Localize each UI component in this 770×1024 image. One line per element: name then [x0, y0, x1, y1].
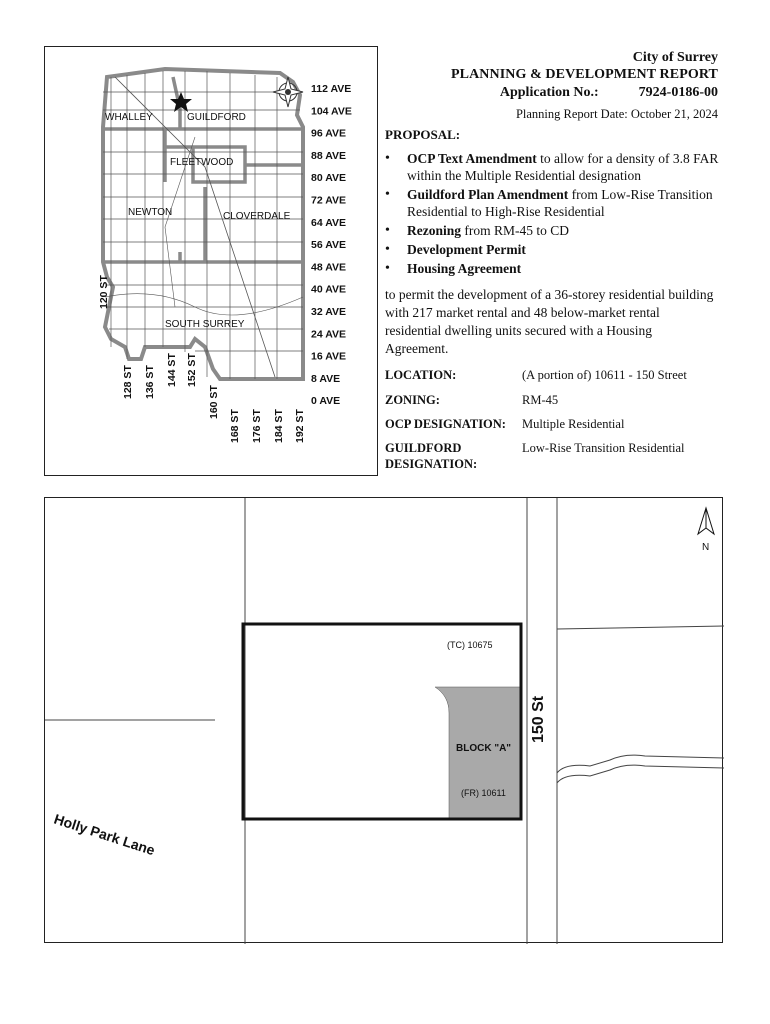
avenue-label: 56 AVE [311, 239, 347, 252]
location-value: (A portion of) 10611 - 150 Street [522, 368, 687, 382]
proposal-item: • Housing Agreement [385, 260, 725, 277]
report-title: PLANNING & DEVELOPMENT REPORT [451, 67, 718, 82]
site-map-frame [44, 497, 723, 943]
proposal-item: • Rezoning from RM-45 to CD [385, 222, 725, 239]
street-label: 128 ST [122, 365, 134, 399]
zoning-label: ZONING: [385, 393, 440, 407]
proposal-item: • Guildford Plan Amendment from Low-Rise Transition Residential to High-Rise Residential [385, 186, 725, 220]
proposal-list [385, 150, 725, 279]
lane-label [52, 811, 157, 859]
block-label: BLOCK "A" [456, 743, 512, 754]
ocp-label: OCP DESIGNATION: [385, 417, 506, 431]
area-label-cloverdale: CLOVERDALE [223, 211, 291, 222]
key-map [45, 47, 379, 477]
avenue-label: 104 AVE [311, 105, 352, 118]
application-number: 7924-0186-00 [638, 85, 718, 100]
guildford-value: Low-Rise Transition Residential [522, 441, 685, 455]
avenue-labels [311, 83, 352, 407]
avenue-label: 8 AVE [311, 372, 341, 385]
area-label-newton: NEWTON [128, 207, 173, 218]
report-date: Planning Report Date: October 21, 2024 [515, 107, 718, 121]
avenue-label: 0 AVE [311, 395, 341, 408]
proposal-item: • Development Permit [385, 241, 725, 258]
street-label: 192 ST [294, 409, 306, 443]
avenue-label: 16 AVE [311, 350, 347, 363]
area-label-guildford: GUILDFORD [187, 112, 246, 123]
application-line [451, 83, 718, 103]
avenue-label: 96 AVE [311, 127, 347, 140]
street-label: 144 ST [166, 353, 178, 387]
avenue-label: 24 AVE [311, 328, 347, 341]
avenue-label: 64 AVE [311, 216, 347, 229]
area-label-south-surrey: SOUTH SURREY [165, 319, 245, 330]
area-label-whalley: WHALLEY [105, 112, 153, 123]
avenue-label: 88 AVE [311, 149, 347, 162]
street-label: 184 ST [273, 409, 285, 443]
avenue-label: 72 AVE [311, 194, 347, 207]
street-label: 136 ST [144, 365, 156, 399]
city-name: City of Surrey [632, 50, 718, 65]
ocp-value: Multiple Residential [522, 417, 625, 431]
avenue-label: 112 AVE [311, 83, 352, 95]
key-map-frame [44, 46, 378, 476]
avenue-label: 80 AVE [311, 172, 347, 185]
guildford-label: GUILDFORD DESIGNATION: [385, 441, 478, 471]
site-map [45, 498, 724, 944]
application-label: Application No.: [499, 85, 599, 100]
lot-label-top: (TC) 10675 [447, 640, 493, 650]
lane-label-text: Holly Park Lane [52, 810, 157, 859]
street-label-120: 120 ST [98, 275, 110, 309]
proposal-description: to permit the development of a 36-storey residential building with 217 market rental and 48 below-market rental residential dwelling units secured with a Housing Agreement. [385, 287, 714, 356]
avenue-label: 40 AVE [311, 283, 347, 296]
street-label: 160 ST [208, 385, 220, 419]
street-label: 176 ST [251, 409, 263, 443]
street-label-150: 150 St [530, 695, 547, 743]
proposal-heading: PROPOSAL: [385, 127, 461, 142]
street-label: 168 ST [229, 409, 241, 443]
location-label: LOCATION: [385, 368, 457, 382]
street-label: 152 ST [186, 353, 198, 387]
zoning-value: RM-45 [522, 393, 559, 407]
avenue-label: 32 AVE [311, 306, 347, 318]
report-header [451, 49, 718, 125]
north-label: N [702, 542, 710, 553]
lot-label-bottom: (FR) 10611 [461, 788, 506, 798]
proposal-item: • OCP Text Amendment to allow for a density of 3.8 FAR within the Multiple Residential designation [385, 150, 725, 184]
parcel-lines [45, 498, 724, 944]
avenue-label: 48 AVE [311, 261, 347, 274]
area-label-fleetwood: FLEETWOOD [170, 157, 234, 168]
north-arrow-icon [698, 508, 714, 534]
area-boundaries [103, 77, 303, 262]
